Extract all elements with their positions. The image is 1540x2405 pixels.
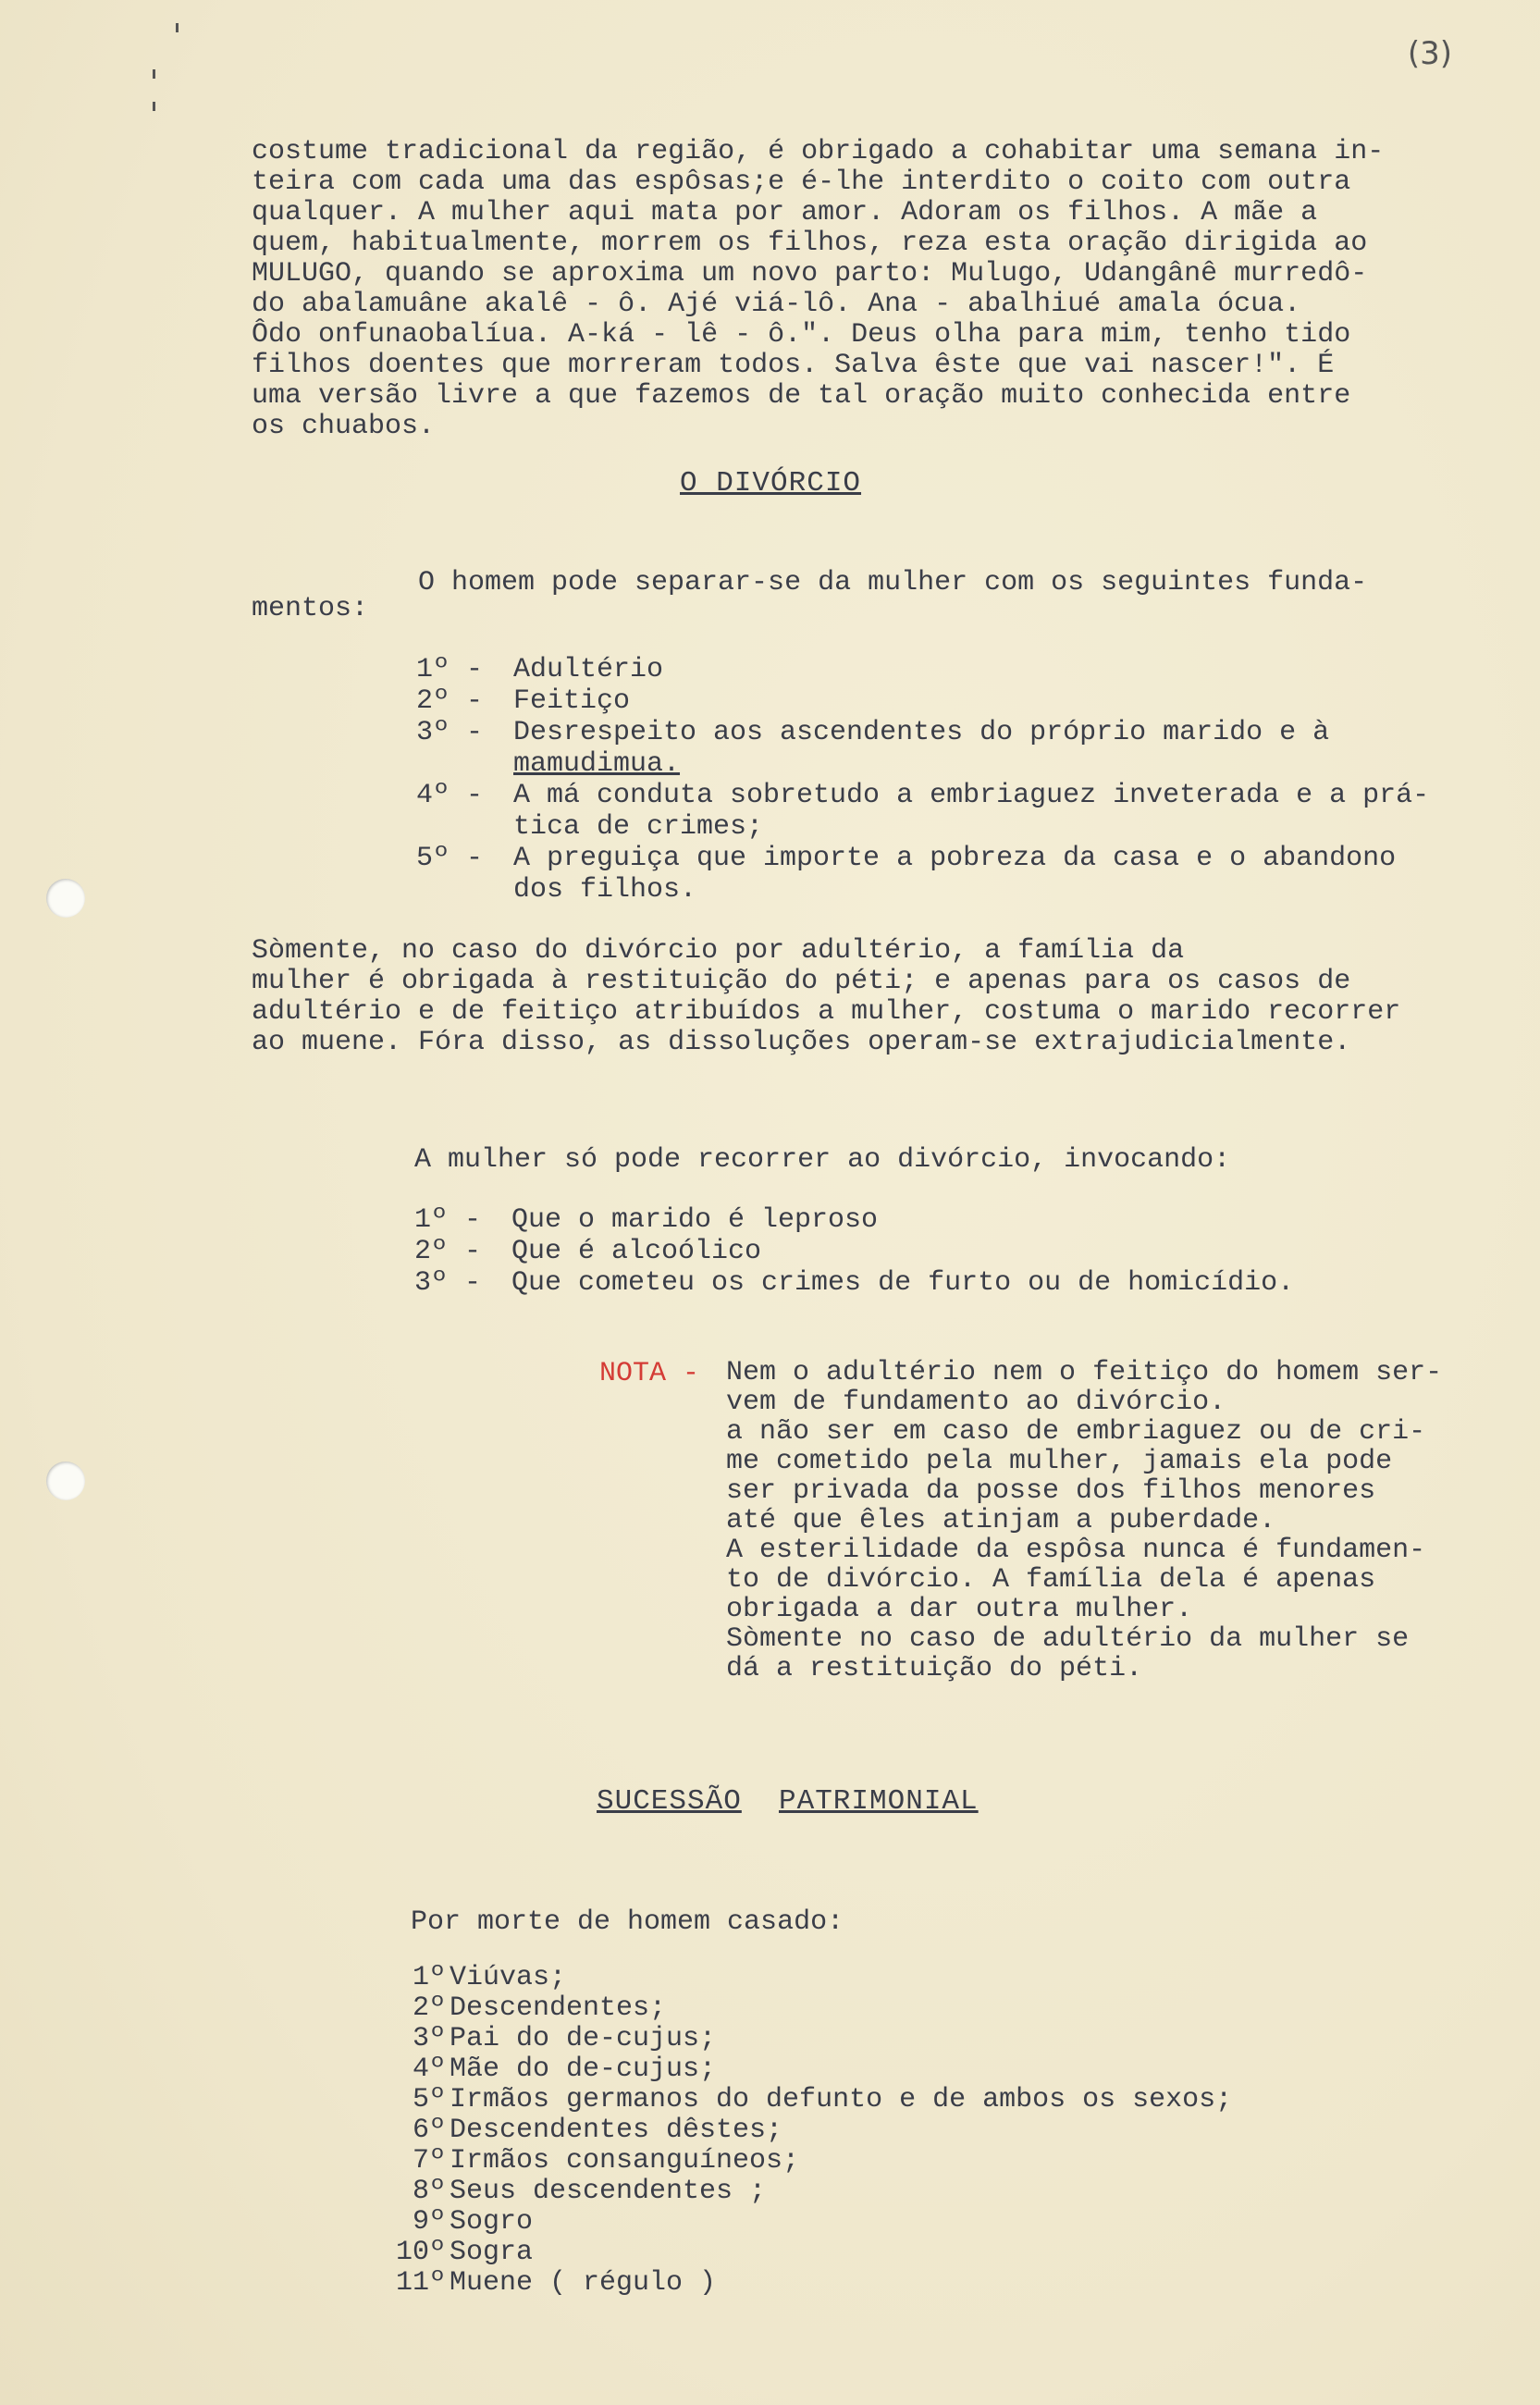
woman-ground-text: Que o marido é leproso — [511, 1204, 879, 1236]
ground-number: 2º - — [416, 685, 484, 717]
heir-text: Descendentes; — [450, 1992, 667, 2024]
intro-paragraph — [252, 137, 1384, 442]
heir-text: Irmãos consanguíneos; — [450, 2145, 800, 2177]
heir-item — [370, 1993, 1232, 2024]
nota-label: NOTA - — [599, 1358, 700, 1389]
divorce-heading: O DIVÓRCIO — [680, 467, 862, 500]
woman-ground-text: Que cometeu os crimes de furto ou de homicídio. — [511, 1267, 1295, 1299]
woman-ground-number: 1º - — [414, 1204, 482, 1236]
intro-line: os chuabos. — [252, 411, 436, 442]
nota-line: Sòmente no caso de adultério da mulher se — [726, 1623, 1410, 1655]
heir-item — [370, 2085, 1232, 2115]
divorce-intro-line1: O homem pode separar-se da mulher com os seguintes funda- — [418, 567, 1368, 598]
intro-line: qualquer. A mulher aqui mata por amor. Adoram os filhos. A mãe a — [252, 197, 1318, 228]
ground-text — [513, 780, 1429, 843]
heir-item — [370, 2146, 1232, 2177]
heir-text: Seus descendentes ; — [450, 2176, 767, 2207]
heir-number: 11º — [395, 2267, 446, 2299]
heir-number: 7º — [412, 2145, 446, 2177]
heir-item — [370, 2207, 1232, 2238]
intro-line: MULUGO, quando se aproxima um novo parto: Mulugo, Udangânê murredô- — [252, 258, 1368, 290]
margin-mark — [176, 23, 179, 32]
divorce-paragraph — [252, 936, 1400, 1058]
ground-text-line: Desrespeito aos ascendentes do próprio marido e à — [513, 717, 1330, 748]
divorce-intro-line2: mentos: — [252, 593, 369, 624]
ground-text — [513, 654, 663, 685]
woman-ground-item — [414, 1204, 1294, 1236]
nota-text — [726, 1358, 1442, 1684]
intro-line: teira com cada uma das espôsas;e é-lhe interdito o coito com outra — [252, 166, 1351, 198]
heir-item — [370, 2177, 1232, 2207]
nota-line: Nem o adultério nem o feitiço do homem ser- — [726, 1357, 1443, 1388]
margin-mark — [153, 102, 155, 111]
punch-hole — [46, 1462, 85, 1500]
punch-hole — [46, 879, 85, 918]
heir-item — [370, 2268, 1232, 2299]
heir-text: Muene ( régulo ) — [450, 2267, 717, 2299]
woman-divorce-intro: A mulher só pode recorrer ao divórcio, invocando: — [414, 1144, 1231, 1176]
ground-item — [416, 717, 1429, 780]
ground-number: 4º - — [416, 780, 484, 811]
intro-line: Ôdo onfunaobalíua. A-ká - lê - ô.". Deus olha para mim, tenho tido — [252, 319, 1351, 351]
ground-text — [513, 843, 1396, 906]
heir-number: 2º — [412, 1992, 446, 2024]
heir-text: Irmãos germanos do defunto e de ambos os sexos; — [450, 2084, 1233, 2115]
heir-number: 3º — [412, 2023, 446, 2054]
divorce-paragraph-line: Sòmente, no caso do divórcio por adultério, a família da — [252, 935, 1185, 967]
heir-item — [370, 2115, 1232, 2146]
nota-line: ser privada da posse dos filhos menores — [726, 1475, 1376, 1507]
nota-line: dá a restituição do péti. — [726, 1653, 1143, 1684]
ground-item — [416, 843, 1429, 906]
ground-text-line: mamudimua. — [513, 748, 681, 780]
ground-text-line: A preguiça que importe a pobreza da casa e o abandono — [513, 843, 1397, 874]
woman-ground-number: 3º - — [414, 1267, 482, 1299]
woman-ground-text: Que é alcoólico — [511, 1236, 762, 1267]
heir-text: Sogra — [450, 2237, 534, 2268]
heir-number: 1º — [412, 1962, 446, 1993]
heir-text: Pai do de-cujus; — [450, 2023, 717, 2054]
margin-mark — [153, 69, 155, 79]
intro-line: do abalamuâne akalê - ô. Ajé viá-lô. Ana - abalhiué amala ócua. — [252, 289, 1301, 320]
ground-number: 1º - — [416, 654, 484, 685]
nota-line: A esterilidade da espôsa nunca é fundamen- — [726, 1535, 1426, 1566]
nota-line: a não ser em caso de embriaguez ou de cri- — [726, 1416, 1426, 1448]
nota-line: vem de fundamento ao divórcio. — [726, 1387, 1226, 1418]
heir-number: 4º — [412, 2054, 446, 2085]
divorce-grounds-list — [416, 654, 1429, 906]
heir-text: Mãe do de-cujus; — [450, 2054, 717, 2085]
heir-text: Sogro — [450, 2206, 534, 2238]
heir-item — [370, 2024, 1232, 2054]
ground-text-line: Adultério — [513, 654, 664, 685]
ground-item — [416, 654, 1429, 685]
heir-item — [370, 2054, 1232, 2085]
heir-item — [370, 1963, 1232, 1993]
woman-ground-number: 2º - — [414, 1236, 482, 1267]
ground-item — [416, 780, 1429, 843]
heir-text: Viúvas; — [450, 1962, 567, 1993]
divorce-paragraph-line: adultério e de feitiço atribuídos a mulher, costuma o marido recorrer — [252, 996, 1401, 1028]
intro-line: filhos doentes que morreram todos. Salva êste que vai nascer!". É — [252, 350, 1335, 381]
nota-line: até que êles atinjam a puberdade. — [726, 1505, 1276, 1536]
ground-text — [513, 717, 1329, 780]
nota-line: me cometido pela mulher, jamais ela pode — [726, 1446, 1393, 1477]
heir-item — [370, 2238, 1232, 2268]
divorce-paragraph-line: ao muene. Fóra disso, as dissoluções operam-se extrajudicialmente. — [252, 1027, 1351, 1058]
heir-number: 6º — [412, 2115, 446, 2146]
heir-number: 9º — [412, 2206, 446, 2238]
ground-text-line: A má conduta sobretudo a embriaguez inveterada e a prá- — [513, 780, 1430, 811]
ground-text-line: Feitiço — [513, 685, 631, 717]
heir-text: Descendentes dêstes; — [450, 2115, 783, 2146]
nota-line: to de divórcio. A família dela é apenas — [726, 1564, 1376, 1596]
woman-grounds-list — [414, 1204, 1294, 1299]
ground-number: 5º - — [416, 843, 484, 874]
woman-ground-item — [414, 1236, 1294, 1267]
intro-line: quem, habitualmente, morrem os filhos, reza esta oração dirigida ao — [252, 228, 1368, 259]
heir-number: 8º — [412, 2176, 446, 2207]
woman-ground-item — [414, 1267, 1294, 1299]
ground-item — [416, 685, 1429, 717]
ground-text-line: dos filhos. — [513, 874, 697, 906]
succession-intro: Por morte de homem casado: — [411, 1906, 844, 1938]
intro-line: costume tradicional da região, é obrigado a cohabitar uma semana in- — [252, 136, 1385, 167]
ground-number: 3º - — [416, 717, 484, 748]
ground-text — [513, 685, 630, 717]
succession-heading-1: SUCESSÃO — [597, 1785, 742, 1818]
heir-number: 10º — [395, 2237, 446, 2268]
succession-heirs-list — [370, 1963, 1232, 2299]
divorce-paragraph-line: mulher é obrigada à restituição do péti; e apenas para os casos de — [252, 966, 1351, 997]
succession-heading-2: PATRIMONIAL — [779, 1785, 979, 1818]
page-number: (3) — [1407, 35, 1452, 72]
nota-line: obrigada a dar outra mulher. — [726, 1594, 1193, 1625]
intro-line: uma versão livre a que fazemos de tal oração muito conhecida entre — [252, 380, 1351, 412]
heir-number: 5º — [412, 2084, 446, 2115]
ground-text-line: tica de crimes; — [513, 811, 764, 843]
